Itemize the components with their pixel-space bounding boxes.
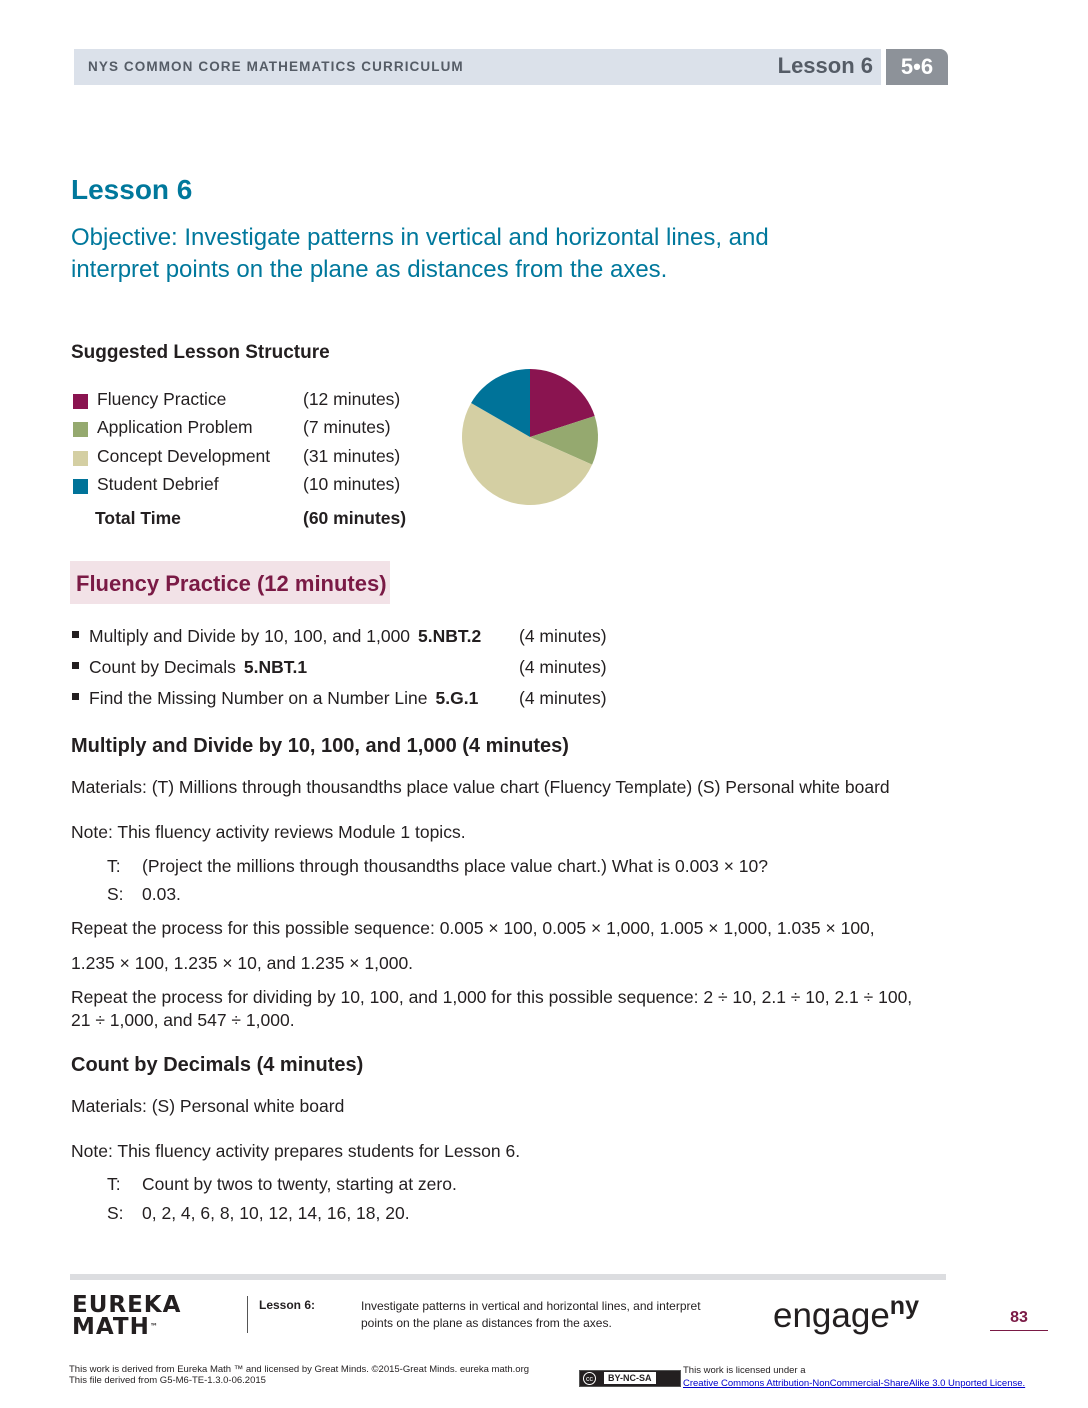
structure-row-fluency [73, 389, 433, 413]
bullet-icon [72, 693, 79, 700]
repeat-divide-line-2: 21 ÷ 1,000, and 547 ÷ 1,000. [71, 1010, 295, 1030]
section-heading-count-decimals: Count by Decimals (4 minutes) [71, 1054, 364, 1076]
materials-text: Materials: (T) Millions through thousandths place value chart (Fluency Template) (S) Personal white board [71, 777, 890, 797]
derivation-line-2: This file derived from G5-M6-TE-1.3.0-06.2015 [69, 1375, 266, 1386]
concept-swatch [73, 451, 88, 466]
activity-standard: 5.NBT.1 [243, 657, 308, 677]
debrief-swatch [73, 479, 88, 494]
activity-standard: 5.NBT.2 [418, 626, 482, 646]
structure-row-concept [73, 446, 433, 470]
derivation-line-1: This work is derived from Eureka Math ™ and licensed by Great Minds. ©2015-Great Minds. eureka math.org [69, 1364, 530, 1375]
footer-desc-line-2: points on the plane as distances from the axes. [361, 1316, 612, 1330]
structure-item-minutes: (7 minutes) [303, 417, 391, 437]
grade-badge: 5•6 [886, 49, 948, 85]
structure-item-minutes: (12 minutes) [303, 389, 401, 409]
activity-minutes: (4 minutes) [519, 657, 607, 677]
objective-line-1: Objective: Investigate patterns in vertical and horizontal lines, and [71, 224, 769, 251]
cc-license-code: BY-NC-SA [604, 1372, 656, 1384]
structure-row-application [73, 417, 433, 441]
logo-line-1: EUREKA [72, 1292, 182, 1318]
bullet-icon [72, 631, 79, 638]
eureka-math-logo [72, 1294, 181, 1338]
activity-name: Find the Missing Number on a Number Line [89, 688, 428, 708]
teacher-label: T: [107, 1174, 121, 1194]
license-text: This work is licensed under a [683, 1365, 806, 1376]
structure-row-debrief [73, 474, 433, 498]
footer-vertical-divider [247, 1296, 248, 1333]
license-link[interactable]: Creative Commons Attribution-NonCommercial-ShareAlike 3.0 Unported License. [683, 1378, 1026, 1389]
activity-name: Count by Decimals [89, 657, 236, 677]
repeat-divide-line-1: Repeat the process for dividing by 10, 100, and 1,000 for this possible sequence: 2 ÷ 10, 2.1 ÷ 10, 2.1 ÷ 100, [71, 987, 913, 1007]
lesson-structure-pie-chart [455, 362, 605, 512]
footer-lesson-label: Lesson 6: [259, 1298, 316, 1312]
note-text: Note: This fluency activity prepares students for Lesson 6. [71, 1141, 521, 1161]
materials-text: Materials: (S) Personal white board [71, 1096, 345, 1116]
lesson-title: Lesson 6 [71, 174, 193, 205]
header-lesson-label: Lesson 6 [777, 53, 873, 78]
structure-item-minutes: (10 minutes) [303, 474, 401, 494]
engageny-logo [773, 1292, 919, 1336]
structure-item-name: Application Problem [97, 417, 253, 437]
activity-standard: 5.G.1 [435, 688, 479, 708]
student-label: S: [107, 1203, 124, 1223]
page-number: 83 [1010, 1309, 1028, 1326]
logo-line-2: MATH [72, 1314, 150, 1340]
page-number-underline [990, 1330, 1048, 1331]
structure-item-minutes: (31 minutes) [303, 446, 401, 466]
student-label: S: [107, 884, 124, 904]
teacher-line: Count by twos to twenty, starting at zero. [142, 1174, 457, 1194]
objective-line-2: interpret points on the plane as distances from the axes. [71, 256, 668, 283]
application-swatch [73, 422, 88, 437]
repeat-sequence-line-2: 1.235 × 100, 1.235 × 10, and 1.235 × 1,000. [71, 953, 414, 973]
engage-wordmark: engage [773, 1296, 890, 1335]
student-line: 0.03. [142, 884, 181, 904]
teacher-label: T: [107, 856, 121, 876]
student-line: 0, 2, 4, 6, 8, 10, 12, 14, 16, 18, 20. [142, 1203, 410, 1223]
curriculum-title: NYS COMMON CORE MATHEMATICS CURRICULUM [88, 59, 464, 74]
creative-commons-badge[interactable] [579, 1370, 681, 1387]
activity-minutes: (4 minutes) [519, 688, 607, 708]
section-heading-multiply-divide: Multiply and Divide by 10, 100, and 1,000 (4 minutes) [71, 735, 569, 757]
activity-minutes: (4 minutes) [519, 626, 607, 646]
logo-trademark: ™ [149, 1322, 158, 1331]
derivation-notice [69, 1364, 529, 1386]
repeat-sequence-line-1: Repeat the process for this possible sequence: 0.005 × 100, 0.005 × 1,000, 1.005 × 1,000, 1.035 × 100, [71, 918, 875, 938]
fluency-heading: Fluency Practice (12 minutes) [76, 571, 387, 596]
note-text: Note: This fluency activity reviews Module 1 topics. [71, 822, 466, 842]
structure-item-name: Concept Development [97, 446, 271, 466]
structure-item-name: Student Debrief [97, 474, 219, 494]
footer-divider [70, 1274, 946, 1280]
total-time-value: (60 minutes) [303, 508, 407, 528]
footer-desc-line-1: Investigate patterns in vertical and horizontal lines, and interpret [361, 1299, 701, 1313]
teacher-line: (Project the millions through thousandths place value chart.) What is 0.003 × 10? [142, 856, 768, 876]
footer-lesson-description [361, 1298, 761, 1332]
total-time-label: Total Time [95, 508, 181, 528]
ny-wordmark: ny [889, 1292, 919, 1320]
activity-name: Multiply and Divide by 10, 100, and 1,000 [89, 626, 411, 646]
structure-item-name: Fluency Practice [97, 389, 227, 409]
lesson-objective [71, 222, 911, 286]
cc-icon: cc [583, 1372, 596, 1385]
structure-heading: Suggested Lesson Structure [71, 342, 330, 363]
bullet-icon [72, 662, 79, 669]
fluency-swatch [73, 394, 88, 409]
